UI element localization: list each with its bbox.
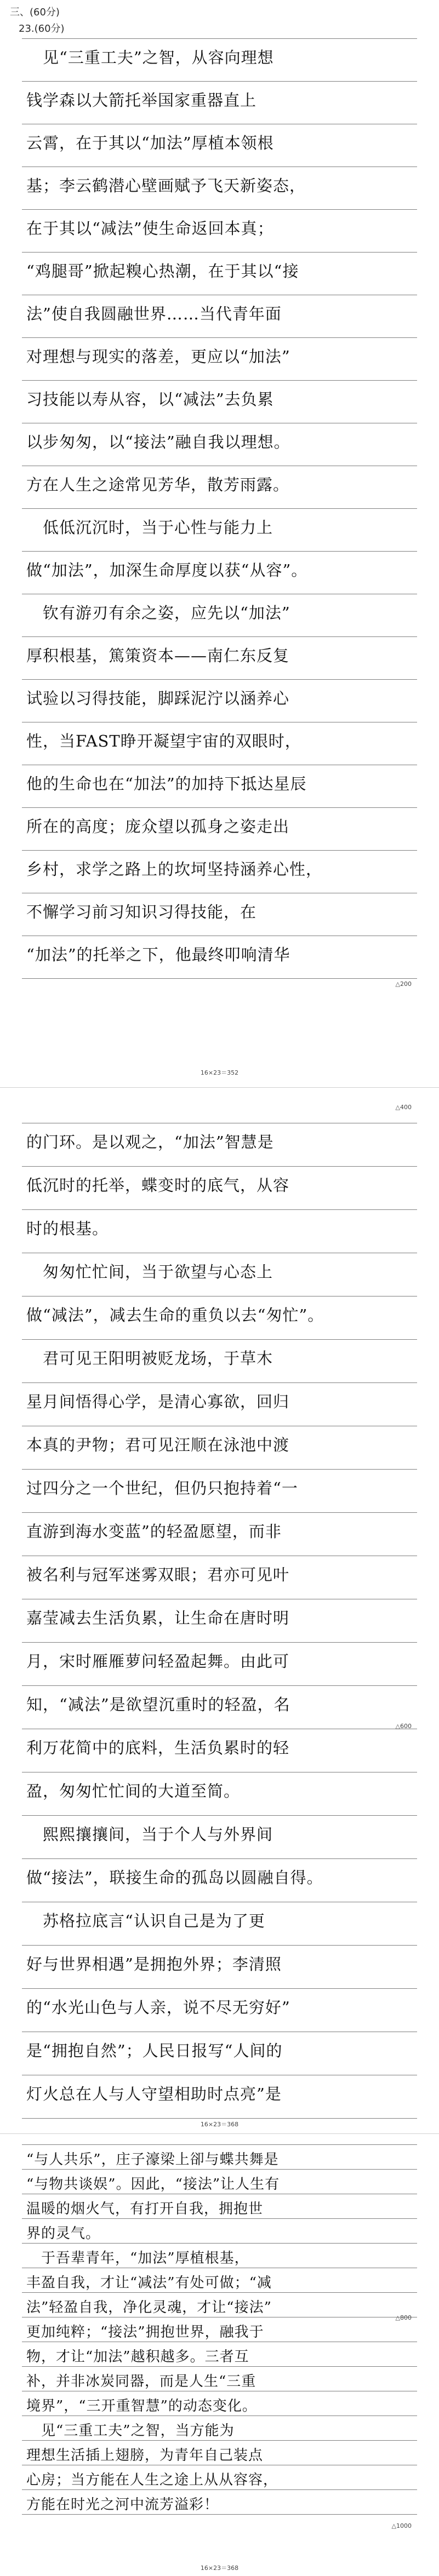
grid-row: [22, 1296, 417, 1340]
grid-row: [22, 1340, 417, 1383]
grid-row: [22, 1989, 417, 2032]
grid-row: [22, 722, 417, 765]
grid-row: [22, 466, 417, 509]
handwritten-line: 见“三重工夫”之智，从容向理想: [26, 48, 274, 67]
answer-sheet-page-2: [5, 1101, 434, 2131]
page-footer: 16×23＝368: [200, 2121, 239, 2128]
handwritten-line: 灯火总在人与人守望相助时点亮”是: [26, 2085, 282, 2103]
grid-row: [22, 1946, 417, 1989]
section-header: 三、(60分): [10, 7, 60, 18]
handwritten-line: 的门环。是以观之，“加法”智慧是: [26, 1133, 274, 1151]
handwritten-line: 嘉莹减去生活负累，让生命在唐时明: [26, 1609, 290, 1627]
handwritten-line: 不懈学习前习知识习得技能，在: [26, 903, 257, 921]
grid-row: [22, 1729, 417, 1772]
handwritten-line: 习技能以寿从容，以“减法”去负累: [26, 390, 274, 409]
handwritten-line: 以步匆匆，以“接法”融自我以理想。: [26, 433, 290, 451]
handwritten-line: 君可见王阳明被贬龙场，于草木: [26, 1349, 273, 1368]
handwritten-line: 物，才让“加法”越积越多。三者互: [26, 2349, 249, 2365]
grid-row: [22, 1470, 417, 1513]
handwritten-line: 厚积根基，篤策资本——南仁东反复: [26, 646, 290, 665]
question-header: 23.(60分): [19, 23, 65, 35]
grid-row: [22, 594, 417, 637]
grid-row: [22, 1816, 417, 1859]
grid-row: [22, 1167, 417, 1210]
handwritten-line: “与人共乐”，庄子濠梁上卻与蝶共舞是: [26, 2152, 279, 2168]
handwritten-line: 境界”，“三开重智慧”的动态变化。: [26, 2398, 257, 2414]
grid-row: [22, 124, 417, 167]
word-count-mark: △600: [395, 1723, 412, 1730]
handwritten-line: “加法”的托举之下，他最终叩响清华: [26, 945, 290, 964]
grid-row: [22, 1383, 417, 1426]
grid-row: [22, 1123, 417, 1167]
word-count-mark: △400: [395, 1104, 412, 1111]
handwritten-line: 的“水光山色与人亲，说不尽无穷好”: [26, 1998, 290, 2017]
handwritten-line: 法”使自我圆融世界……当代青年面: [26, 305, 282, 323]
handwritten-line: 界的灵气。: [26, 2225, 101, 2242]
handwritten-line: 利万花简中的底料，生活负累时的轻: [26, 1739, 290, 1757]
answer-sheet-page-1: [5, 0, 434, 1079]
grid-row: [22, 1859, 417, 1902]
handwritten-line: 好与世界相遇”是拥抱外界；李清照: [26, 1955, 282, 1973]
grid-row: [22, 38, 417, 82]
handwritten-line: 心房；当方能在人生之途上从从容容，: [26, 2472, 278, 2488]
grid-row: [22, 936, 417, 979]
grid-row: [22, 1902, 417, 1946]
grid-row: [22, 1643, 417, 1686]
essay-grid-page-3: [22, 2144, 417, 2515]
grid-row: [22, 2391, 417, 2416]
grid-row: [22, 423, 417, 466]
handwritten-line: 基；李云鹤潜心壁画赋予飞天新姿态，: [26, 176, 306, 195]
handwritten-line: 盈，匆匆忙忙间的大道至简。: [26, 1782, 241, 1800]
grid-row: [22, 1686, 417, 1729]
grid-row: [22, 2293, 417, 2317]
handwritten-line: 温暖的烟火气，有打开自我，拥抱世: [26, 2201, 264, 2217]
handwritten-line: 做“接法”，联接生命的孤岛以圆融自得。: [26, 1868, 323, 1887]
grid-row: [22, 1599, 417, 1643]
grid-row: [22, 2342, 417, 2367]
grid-row: [22, 2144, 417, 2170]
handwritten-line: 钱学森以大箭托举国家重器直上: [26, 91, 257, 110]
grid-row: [22, 2032, 417, 2075]
handwritten-line: 见“三重工夫”之智，当方能为: [26, 2423, 235, 2439]
grid-row: [22, 2194, 417, 2219]
grid-row: [22, 2170, 417, 2194]
grid-row: [22, 2416, 417, 2441]
handwritten-line: 知，“减法”是欲望沉重时的轻盈，名: [26, 1695, 290, 1714]
handwritten-line: 于吾辈青年，“加法”厚植根基，: [26, 2250, 249, 2267]
handwritten-line: 熙熙攘攘间，当于个人与外界间: [26, 1825, 273, 1844]
handwritten-line: 性，当FAST睁开凝望宇宙的双眼时，: [26, 732, 301, 750]
grid-row: [22, 2441, 417, 2465]
grid-row: [22, 637, 417, 680]
word-count-mark: △800: [395, 2314, 412, 2321]
grid-row: [22, 253, 417, 295]
handwritten-line: 所在的高度；庞众望以孤身之姿走出: [26, 817, 290, 836]
grid-row: [22, 1210, 417, 1253]
grid-row: [22, 1513, 417, 1556]
handwritten-line: 乡村，求学之路上的坎坷坚持涵养心性，: [26, 860, 323, 879]
handwritten-line: 本真的尹物；君可见汪顺在泳池中渡: [26, 1436, 290, 1454]
handwritten-line: 时的根基。: [26, 1219, 109, 1238]
grid-row: [22, 2244, 417, 2268]
handwritten-line: 方能在时光之河中流芳溢彩！: [26, 2497, 219, 2513]
page-footer: 16×23＝368: [200, 2564, 239, 2572]
handwritten-line: 他的生命也在“加法”的加持下抵达星辰: [26, 774, 307, 793]
grid-row: [22, 2075, 417, 2119]
word-count-mark: △1000: [391, 2522, 412, 2529]
handwritten-line: “鸡腿哥”掀起糗心热潮，在于其以“接: [26, 262, 299, 280]
grid-row: [22, 2465, 417, 2490]
grid-row: [22, 552, 417, 594]
handwritten-line: 是“拥抱自然”；人民日报写“人间的: [26, 2041, 283, 2060]
handwritten-line: 更加纯粹；“接法”拥抱世界，融我于: [26, 2324, 264, 2340]
handwritten-line: 理想生活插上翅膀，为青年自己装点: [26, 2447, 264, 2464]
grid-row: [22, 2490, 417, 2515]
handwritten-line: 法”轻盈自我，净化灵魂，才让“接法”: [26, 2299, 272, 2316]
grid-row: [22, 851, 417, 893]
grid-row: [22, 82, 417, 124]
page-separator: [0, 1087, 439, 1088]
grid-row: [22, 1253, 417, 1296]
handwritten-line: 钦有游刃有余之姿，应先以“加法”: [26, 604, 290, 622]
essay-grid-page-2: [22, 1123, 417, 2119]
handwritten-line: 低沉时的托举，蝶变时的底气，从容: [26, 1176, 290, 1195]
grid-row: [22, 1556, 417, 1599]
handwritten-line: 低低沉沉时，当于心性与能力上: [26, 518, 273, 537]
grid-row: [22, 295, 417, 338]
handwritten-line: 苏格拉底言“认识自己是为了更: [26, 1912, 265, 1930]
handwritten-line: 丰盈自我，才让“减法”有处可做；“减: [26, 2275, 272, 2291]
handwritten-line: 直游到海水变蓝”的轻盈愿望，而非: [26, 1522, 282, 1541]
handwritten-line: 月，宋时雁雁萝问轻盈起舞。由此可: [26, 1652, 290, 1671]
handwritten-line: 做“减法”，减去生命的重负以去“匆忙”。: [26, 1306, 324, 1324]
grid-row: [22, 680, 417, 722]
page-footer: 16×23＝352: [200, 1069, 239, 1076]
grid-row: [22, 2367, 417, 2391]
grid-row: [22, 1426, 417, 1470]
handwritten-line: “与物共谈娱”。因此，“接法”让人生有: [26, 2176, 280, 2193]
handwritten-line: 对理想与现实的落差，更应以“加法”: [26, 347, 290, 366]
grid-row: [22, 1772, 417, 1816]
grid-row: [22, 2317, 417, 2342]
grid-row: [22, 167, 417, 210]
grid-row: [22, 808, 417, 851]
grid-row: [22, 893, 417, 936]
grid-row: [22, 338, 417, 381]
essay-grid-page-1: [22, 38, 417, 979]
handwritten-line: 被名利与冠军迷雾双眼；君亦可见叶: [26, 1565, 290, 1584]
handwritten-line: 方在人生之途常见芳华，散芳雨露。: [26, 475, 290, 494]
grid-row: [22, 765, 417, 808]
handwritten-line: 补，并非冰炭同器，而是人生“三重: [26, 2373, 256, 2390]
handwritten-line: 云霄，在于其以“加法”厚植本领根: [26, 134, 274, 152]
handwritten-line: 过四分之一个世纪，但仍只抱持着“一: [26, 1479, 298, 1498]
grid-row: [22, 509, 417, 552]
grid-row: [22, 2268, 417, 2293]
grid-row: [22, 2219, 417, 2244]
grid-row: [22, 210, 417, 253]
handwritten-line: 做“加法”，加深生命厚度以获“从容”。: [26, 561, 308, 580]
handwritten-line: 匆匆忙忙间，当于欲望与心态上: [26, 1263, 273, 1281]
answer-sheet-page-3: [5, 2139, 434, 2574]
handwritten-line: 试验以习得技能，脚踩泥泞以涵养心: [26, 689, 290, 708]
grid-row: [22, 381, 417, 423]
handwritten-line: 星月间悟得心学，是清心寡欲，回归: [26, 1392, 290, 1411]
word-count-mark: △200: [395, 980, 412, 988]
page-separator: [0, 2133, 439, 2134]
handwritten-line: 在于其以“减法”使生命返回本真；: [26, 219, 274, 238]
